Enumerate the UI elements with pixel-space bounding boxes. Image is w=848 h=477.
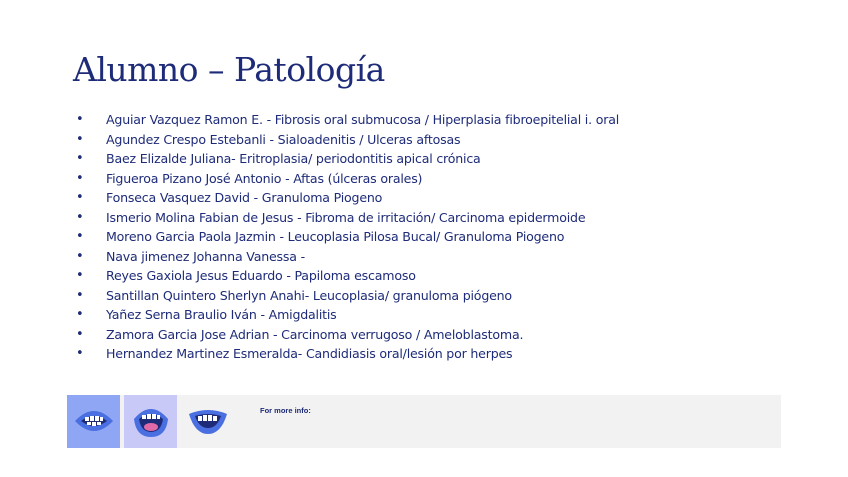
list-item-text: Reyes Gaxiola Jesus Eduardo - Papiloma escamoso (106, 268, 416, 283)
list-item-text: Nava jimenez Johanna Vanessa - (106, 248, 305, 264)
bullet-icon: • (76, 307, 84, 322)
list-item-text: Baez Elizalde Juliana- Eritroplasia/ periodontitis apical crónica (106, 151, 481, 166)
list-item (75, 130, 619, 150)
list-item-text: Ismerio Molina Fabian de Jesus - Fibroma de irritación/ Carcinoma epidermoide (106, 209, 586, 225)
list-item (75, 169, 619, 189)
bullet-icon: • (76, 209, 84, 225)
list-item-text: Moreno Garcia Paola Jazmin - Leucoplasia Pilosa Bucal/ Granuloma Piogeno (106, 229, 565, 244)
list-item (75, 149, 619, 169)
list-item (75, 325, 619, 345)
list-item (75, 344, 619, 364)
footer-tile-lavender (124, 395, 177, 448)
list-item-text: Zamora Garcia Jose Adrian - Carcinoma verrugoso / Ameloblastoma. (106, 326, 524, 342)
list-item-text: Hernandez Martinez Esmeralda- Candidiasis oral/lesión por herpes (106, 346, 513, 361)
list-item-text: Yañez Serna Braulio Iván - Amigdalitis (106, 307, 337, 322)
bullet-icon: • (76, 268, 84, 283)
list-item (75, 110, 619, 130)
bullet-icon: • (76, 190, 84, 205)
bullet-icon: • (76, 151, 84, 166)
bullet-icon: • (76, 229, 84, 244)
student-topic-list (75, 110, 619, 364)
footer-tile-blue (67, 395, 120, 448)
list-item-text: Fonseca Vasquez David - Granuloma Piogeno (106, 190, 383, 205)
smile-teeth-icon (187, 404, 229, 436)
bullet-icon: • (76, 131, 84, 147)
mouth-teeth-icon (73, 403, 115, 439)
list-item (75, 266, 619, 286)
bullet-icon: • (76, 112, 84, 127)
list-item (75, 227, 619, 247)
slide-title: Alumno – Patología (73, 50, 385, 89)
bullet-icon: • (76, 248, 84, 264)
list-item-text: Santillan Quintero Sherlyn Anahi- Leucoplasia/ granuloma piógeno (106, 287, 512, 303)
bullet-icon: • (76, 326, 84, 342)
more-info-label: For more info: (260, 406, 311, 415)
list-item (75, 188, 619, 208)
list-item (75, 305, 619, 325)
bullet-icon: • (76, 346, 84, 361)
open-mouth-icon (130, 403, 172, 439)
bullet-icon: • (76, 287, 84, 303)
list-item-text: Agundez Crespo Estebanli - Sialoadenitis / Ulceras aftosas (106, 131, 461, 147)
list-item (75, 208, 619, 228)
list-item (75, 286, 619, 306)
list-item (75, 247, 619, 267)
list-item-text: Aguiar Vazquez Ramon E. - Fibrosis oral submucosa / Hiperplasia fibroepitelial i. oral (106, 112, 620, 127)
list-item-text: Figueroa Pizano José Antonio - Aftas (úlceras orales) (106, 170, 423, 186)
bullet-icon: • (76, 170, 84, 186)
